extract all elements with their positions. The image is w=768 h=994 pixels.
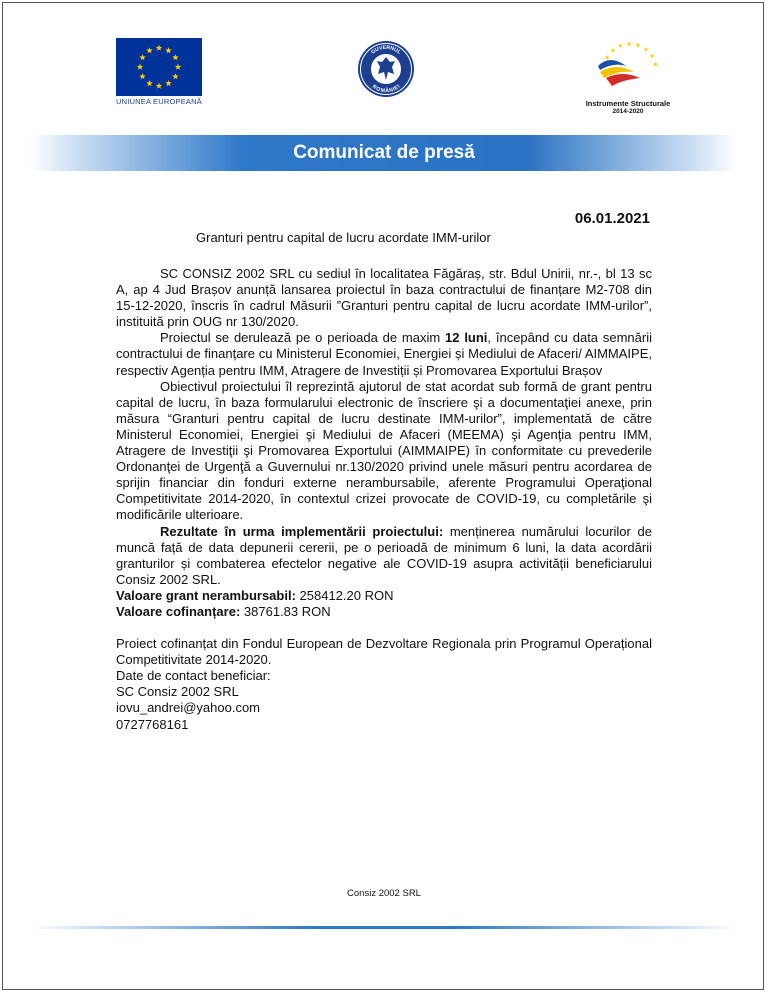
cofinancing-label: Valoare cofinanțare: bbox=[116, 603, 241, 619]
release-date: 06.01.2021 bbox=[574, 210, 650, 227]
star-icon bbox=[653, 62, 658, 67]
romanian-government-seal-logo bbox=[357, 40, 415, 98]
eu-caption: UNIUNEA EUROPEANĂ bbox=[116, 97, 202, 106]
structural-instruments-logo bbox=[592, 36, 662, 96]
star-icon bbox=[618, 43, 623, 48]
star-icon bbox=[627, 41, 632, 46]
svg-text:GUVERNUL: GUVERNUL bbox=[370, 44, 402, 56]
cofinancing-value: 38761.83 RON bbox=[240, 603, 331, 619]
paragraph-objective: Obiectivul proiectului îl reprezintă ajutorul de stat acordat sub formă de grant pentru capital de lucru, în baza formularului electronic de înscriere şi a documentaţiei anexe, prin măsura “Granturi pentru capital de lucru destinate IMM-urilor”, implementată de către Ministerul Economiei, Energiei şi Mediului de Afaceri (MEEMA) şi Agenţia pentru IMM, Atragere de Investiţii şi Promovarea Exportului (AIMMAIPE) în conformitate cu prevederile Ordonanţei de Urgenţă a Guvernului nr.130/2020 privind unele măsuri pentru acordarea de sprijin financiar din fonduri externe nerambursabile, aferente Programului Operaţional Competitivitate 2014-2020, în contextul crizei provocate de COVID-19, cu completările şi modificările ulterioare. bbox=[116, 378, 652, 523]
star-icon bbox=[649, 53, 654, 58]
paragraph-results bbox=[116, 524, 652, 588]
footer-rule bbox=[30, 926, 738, 929]
release-body bbox=[116, 266, 652, 733]
duration-text-end: , începând cu data semnării contractului de finanțare cu Ministerul Economiei, Energiei și Mediului de Afaceri/ AIMMAIPE, respectiv Agenția pentru IMM, Atragere de Investiții și Promovarea Exportului Brașov bbox=[116, 330, 652, 378]
structural-instruments-years: 2014-2020 bbox=[612, 108, 644, 115]
paragraph-company-intro: SC CONSIZ 2002 SRL cu sediul în localitatea Făgăraș, str. Bdul Unirii, nr.-, bl 13 sc A, ap 4 Jud Brașov anunță lansarea proiectul în baza contractului de finanțare M2-708 din 15-12-2020, înscris în cadrul Măsurii ”Granturi pentru capital de lucru acordate IMM-urilor”, instituită prin OUG nr 130/2020. bbox=[116, 266, 652, 330]
paragraph-cofinancing-source: Proiect cofinanțat din Fondul European de Dezvoltare Regionala prin Programul Operațional Competitivitate 2014-2020. bbox=[116, 636, 652, 668]
results-text: menținerea numărului locurilor de muncă față de data depunerii cererii, pe o perioadă de minimum 6 luni, la data acordării granturilor și combaterea efectelor negative ale COVID-19 asupra activității beneficiarului Consiz 2002 SRL. bbox=[116, 523, 652, 587]
grant-value: 258412.20 RON bbox=[295, 587, 394, 603]
duration-value: 12 luni bbox=[445, 330, 488, 346]
star-icon bbox=[605, 55, 610, 60]
cofinancing-value-line bbox=[116, 604, 652, 620]
release-subtitle: Granturi pentru capital de lucru acordate IMM-urilor bbox=[196, 230, 491, 245]
grant-value-line bbox=[116, 588, 652, 604]
contact-phone: 0727768161 bbox=[116, 716, 189, 732]
paragraph-duration bbox=[116, 330, 652, 378]
press-release-banner bbox=[30, 135, 738, 171]
contact-title: Date de contact beneficiar: bbox=[116, 668, 271, 684]
duration-text-start: Proiectul se derulează pe o perioada de maxim bbox=[160, 330, 446, 346]
star-icon bbox=[643, 47, 648, 52]
grant-label: Valoare grant nerambursabil: bbox=[116, 587, 296, 603]
eu-flag-logo bbox=[116, 38, 202, 96]
structural-instruments-title: Instrumente Structurale bbox=[585, 99, 671, 108]
results-label: Rezultate în urma implementării proiectului: bbox=[160, 523, 444, 539]
contact-company: SC Consiz 2002 SRL bbox=[116, 684, 239, 700]
star-icon bbox=[610, 48, 615, 53]
svg-text:ROMÂNIEI: ROMÂNIEI bbox=[370, 83, 402, 95]
contact-email: iovu_andrei@yahoo.com bbox=[116, 700, 261, 716]
banner-title: Comunicat de presă bbox=[293, 142, 475, 163]
footer-company: Consiz 2002 SRL bbox=[347, 888, 421, 899]
star-icon bbox=[636, 43, 641, 48]
